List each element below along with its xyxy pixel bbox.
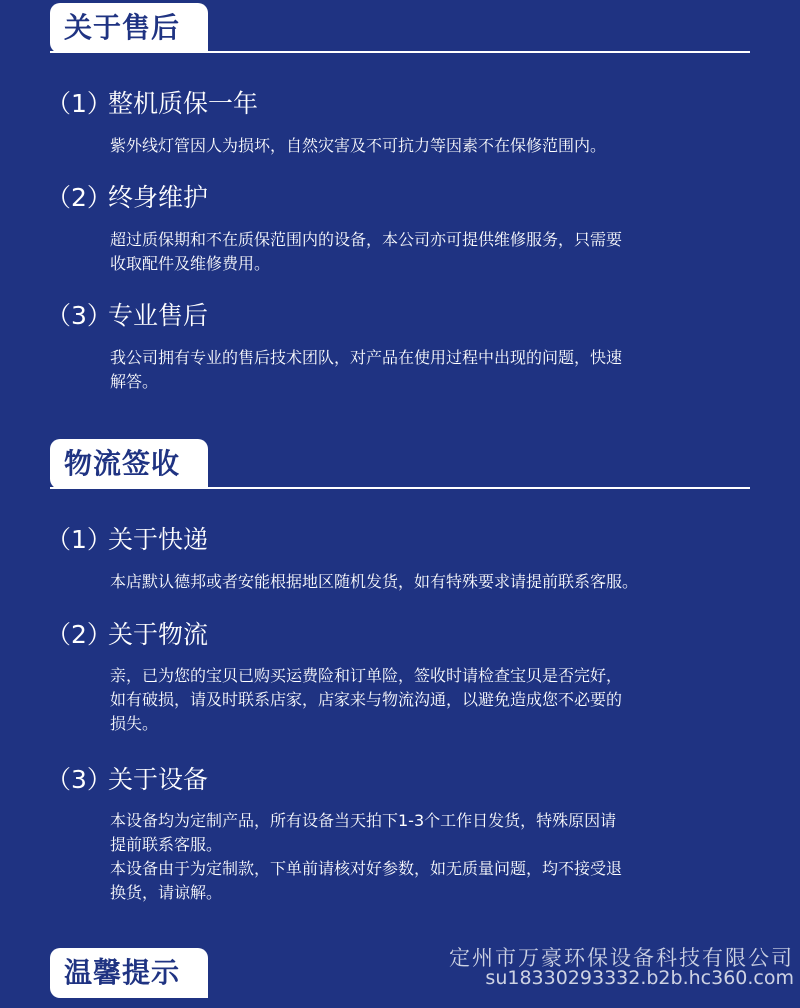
watermark-url: su18330293332.b2b.hc360.com	[485, 967, 794, 989]
section-divider	[50, 51, 750, 53]
item-title-text: 关于设备	[108, 765, 209, 794]
item-body-line: 损失。	[110, 714, 159, 733]
item-body-line: 紫外线灯管因人为损坏，自然灾害及不可抗力等因素不在保修范围内。	[110, 136, 607, 155]
item-title	[46, 301, 208, 331]
item-title-text: 关于快递	[108, 525, 209, 554]
section-divider	[50, 487, 750, 489]
item-body	[110, 228, 770, 276]
item-body	[110, 809, 770, 905]
item-number: （3）	[46, 301, 112, 330]
item-number: （2）	[46, 620, 112, 649]
section-header-after-sales	[0, 3, 800, 63]
item-body	[110, 570, 770, 594]
item-body-line: 换货，请谅解。	[110, 883, 223, 902]
item-title	[46, 183, 208, 213]
item-body-line: 我公司拥有专业的售后技术团队，对产品在使用过程中出现的问题，快速	[110, 348, 623, 367]
item-body-line: 本店默认德邦或者安能根据地区随机发货，如有特殊要求请提前联系客服。	[110, 572, 639, 591]
item-title	[46, 765, 208, 795]
watermark-company: 定州市万豪环保设备科技有限公司	[449, 946, 794, 970]
item-title-text: 整机质保一年	[108, 89, 259, 118]
item-body-line: 亲，已为您的宝贝已购买运费险和订单险，签收时请检查宝贝是否完好，	[110, 666, 623, 685]
item-title	[46, 620, 208, 650]
section-header-logistics	[0, 439, 800, 499]
item-body-line: 本设备均为定制产品，所有设备当天拍下1-3个工作日发货，特殊原因请	[110, 811, 617, 830]
item-title-text: 关于物流	[108, 620, 209, 649]
item-number: （1）	[46, 89, 112, 118]
item-body-line: 收取配件及维修费用。	[110, 254, 271, 273]
section-heading: 温馨提示	[50, 948, 208, 998]
item-body	[110, 134, 770, 158]
item-body-line: 超过质保期和不在质保范围内的设备，本公司亦可提供维修服务，只需要	[110, 230, 623, 249]
section-heading: 关于售后	[50, 3, 208, 53]
section-heading: 物流签收	[50, 439, 208, 489]
item-body	[110, 346, 770, 394]
item-body-line: 解答。	[110, 372, 159, 391]
item-title	[46, 525, 208, 555]
item-body-line: 本设备由于为定制款，下单前请核对好参数，如无质量问题，均不接受退	[110, 859, 623, 878]
item-body-line: 提前联系客服。	[110, 835, 223, 854]
item-number: （2）	[46, 183, 112, 212]
item-body	[110, 664, 770, 736]
item-title-text: 专业售后	[108, 301, 209, 330]
item-title	[46, 89, 258, 119]
item-number: （1）	[46, 525, 112, 554]
item-number: （3）	[46, 765, 112, 794]
item-title-text: 终身维护	[108, 183, 209, 212]
item-body-line: 如有破损，请及时联系店家，店家来与物流沟通，以避免造成您不必要的	[110, 690, 623, 709]
